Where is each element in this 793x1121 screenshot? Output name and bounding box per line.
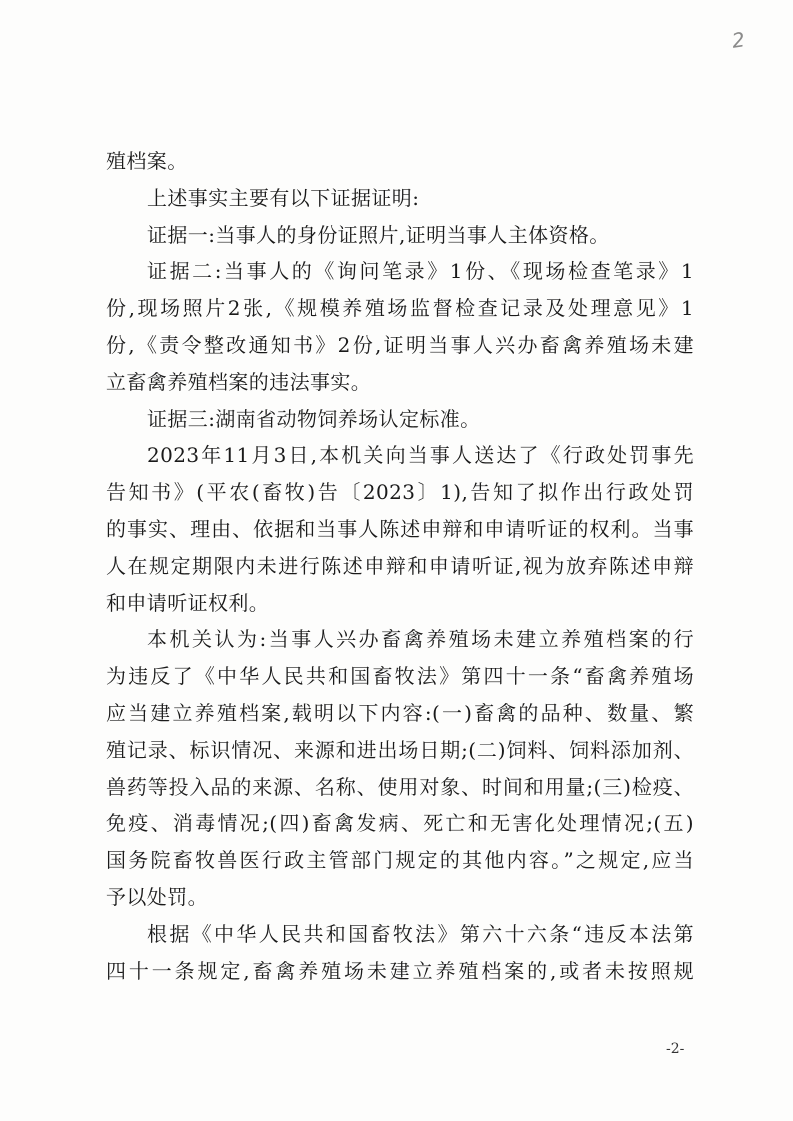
text-line: 四十一条规定,畜禽养殖场未建立养殖档案的,或者未按照规 (106, 958, 694, 983)
text-line: 应当建立养殖档案,载明以下内容:(一)畜禽的品种、数量、繁 (106, 700, 694, 725)
text-line: 2023年11月3日,本机关向当事人送达了《行政处罚事先 (147, 443, 694, 468)
text-line: 证据二:当事人的《询问笔录》1份、《现场检查笔录》1 (147, 259, 694, 284)
text-line: 免疫、消毒情况;(四)畜禽发病、死亡和无害化处理情况;(五) (106, 811, 694, 836)
text-line: 上述事实主要有以下证据证明: (147, 185, 420, 210)
text-line: 告知书》(平农(畜牧)告〔2023〕1),告知了拟作出行政处罚 (106, 480, 694, 505)
text-line: 份,现场照片2张,《规模养殖场监督检查记录及处理意见》1 (106, 296, 694, 321)
text-line: 兽药等投入品的来源、名称、使用对象、时间和用量;(三)检疫、 (106, 774, 694, 799)
text-line: 本机关认为:当事人兴办畜禽养殖场未建立养殖档案的行 (147, 627, 694, 652)
text-line: 殖记录、标识情况、来源和进出场日期;(二)饲料、饲料添加剂、 (106, 737, 694, 762)
text-line: 人在规定期限内未进行陈述申辩和申请听证,视为放弃陈述申辩 (106, 553, 694, 578)
text-line: 证据一:当事人的身份证照片,证明当事人主体资格。 (147, 222, 610, 247)
document-body (106, 143, 694, 989)
text-line: 予以处罚。 (106, 884, 208, 909)
text-line: 根据《中华人民共和国畜牧法》第六十六条“违反本法第 (147, 921, 694, 946)
text-line: 立畜禽养殖档案的违法事实。 (106, 369, 372, 394)
page-number: -2- (666, 1041, 685, 1057)
handwritten-page-mark: 2 (730, 27, 747, 53)
text-line: 国务院畜牧兽医行政主管部门规定的其他内容。”之规定,应当 (106, 848, 694, 873)
text-line: 证据三:湖南省动物饲养场认定标准。 (147, 406, 481, 431)
text-line: 为违反了《中华人民共和国畜牧法》第四十一条“畜禽养殖场 (106, 664, 694, 689)
text-line: 和申请听证权利。 (106, 590, 270, 615)
text-line: 份,《责令整改通知书》2份,证明当事人兴办畜禽养殖场未建 (106, 332, 694, 357)
text-line: 殖档案。 (106, 149, 188, 173)
text-line: 的事实、理由、依据和当事人陈述申辩和申请听证的权利。当事 (106, 516, 694, 541)
